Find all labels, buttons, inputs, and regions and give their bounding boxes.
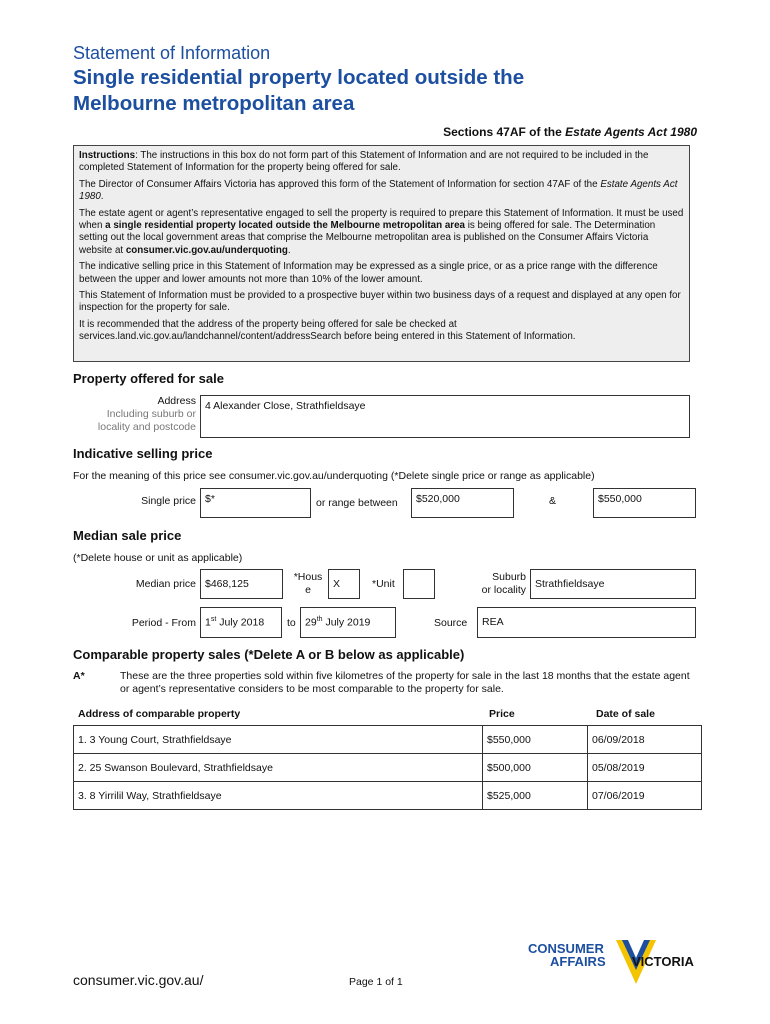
suburb-field[interactable] xyxy=(530,569,696,599)
range-ampersand: & xyxy=(549,495,557,507)
col-header-address: Address of comparable property xyxy=(78,708,241,720)
house-label-line1: *Hous xyxy=(293,571,323,583)
instructions-p2-act: Estate Agents Act 1980 xyxy=(79,178,678,203)
period-to-rest: July 2019 xyxy=(322,616,371,629)
period-to-field[interactable] xyxy=(300,607,396,638)
col-header-price: Price xyxy=(489,708,515,720)
single-price-field[interactable] xyxy=(200,488,311,518)
single-price-value: $* xyxy=(205,493,215,505)
source-value: REA xyxy=(482,616,504,628)
page-number: Page 1 of 1 xyxy=(349,976,403,988)
logo-text-victoria: VICTORIA xyxy=(632,954,694,969)
comparable-heading: Comparable property sales (*Delete A or B below as applicable) xyxy=(73,647,465,662)
instructions-p2: The Director of Consumer Affairs Victoria has approved this form of the Statement of Information for section 47AF of the xyxy=(79,178,601,190)
suburb-label-line1: Suburb xyxy=(492,571,526,583)
row-address[interactable]: 2. 25 Swanson Boulevard, Strathfieldsaye xyxy=(74,754,483,782)
row-price[interactable]: $550,000 xyxy=(483,726,588,754)
unit-label: *Unit xyxy=(372,578,395,590)
period-to-suffix: th xyxy=(316,616,323,623)
source-label: Source xyxy=(434,617,468,629)
suburb-label xyxy=(460,571,526,597)
source-field[interactable] xyxy=(477,607,696,638)
house-checkbox[interactable] xyxy=(328,569,360,599)
period-from-field[interactable] xyxy=(200,607,282,638)
row-address[interactable]: 3. 8 Yirrilil Way, Strathfieldsaye xyxy=(74,782,483,810)
instructions-p4: The indicative selling price in this Statement of Information may be expressed as a single price, or as a price range with the difference between the upper and lower amounts not more than 10% of the lower amount. xyxy=(79,261,658,285)
house-label-line2: e xyxy=(305,584,311,596)
unit-checkbox[interactable] xyxy=(403,569,435,599)
table-row xyxy=(74,726,702,754)
instructions-p5: This Statement of Information must be provided to a prospective buyer within two business days of a request and displayed at any open for inspection for the property for sale. xyxy=(79,290,681,314)
range-high-field[interactable] xyxy=(593,488,696,518)
row-price[interactable]: $500,000 xyxy=(483,754,588,782)
median-price-label: Median price xyxy=(135,578,196,590)
suburb-label-line2: or locality xyxy=(481,584,526,596)
period-to-label: to xyxy=(287,617,296,629)
property-address-value: 4 Alexander Close, Strathfieldsaye xyxy=(205,400,366,412)
row-address[interactable]: 1. 3 Young Court, Strathfieldsaye xyxy=(74,726,483,754)
range-label: or range between xyxy=(316,497,398,509)
instructions-label: Instructions xyxy=(79,150,136,161)
address-sublabel-1: Including suburb or xyxy=(106,408,196,420)
period-label: Period - From xyxy=(131,617,196,629)
underquoting-link[interactable]: consumer.vic.gov.au/underquoting xyxy=(125,244,288,256)
table-row xyxy=(74,782,702,810)
sections-reference xyxy=(443,125,697,139)
sections-act: Estate Agents Act 1980 xyxy=(565,125,697,139)
instructions-p3-b: is being offered for sale. The Determination setting out the local government areas that comprise the Melbourne metropolitan area is published on the Consumer Affairs Victoria website at xyxy=(79,220,656,256)
property-heading: Property offered for sale xyxy=(73,371,224,386)
median-price-value: $468,125 xyxy=(205,578,249,590)
suburb-value: Strathfieldsaye xyxy=(535,578,605,590)
row-date[interactable]: 07/06/2019 xyxy=(588,782,702,810)
house-checkbox-value: X xyxy=(333,578,341,590)
range-low-field[interactable] xyxy=(411,488,514,518)
footer-website[interactable]: consumer.vic.gov.au/ xyxy=(73,972,204,988)
period-from-day: 1 xyxy=(205,616,211,629)
row-date[interactable]: 05/08/2019 xyxy=(588,754,702,782)
period-to-day: 29 xyxy=(305,616,317,629)
table-row xyxy=(74,754,702,782)
option-a-text: These are the three properties sold within five kilometres of the property for sale in the last 18 months that the estate agent or agent’s representative considers to be most comparable to the property for sale. xyxy=(120,670,690,695)
instructions-box xyxy=(73,145,690,362)
median-heading: Median sale price xyxy=(73,528,182,543)
indicative-heading: Indicative selling price xyxy=(73,446,213,461)
range-low-value: $520,000 xyxy=(416,493,460,505)
median-note: (*Delete house or unit as applicable) xyxy=(73,552,243,564)
period-from-rest: July 2018 xyxy=(216,616,265,629)
median-price-field[interactable] xyxy=(200,569,283,599)
document-title xyxy=(73,65,673,117)
instructions-p1: : The instructions in this box do not form part of this Statement of Information and are not required to be included in the completed Statement of Information for the property being offered for sale. xyxy=(79,150,649,174)
single-price-label: Single price xyxy=(141,495,196,507)
consumer-affairs-victoria-logo xyxy=(528,940,703,985)
address-label-group xyxy=(90,395,196,434)
instructions-p3-a: The estate agent or agent’s representative engaged to sell the property is required to prepare this Statement of Information. It must be used when xyxy=(79,207,684,232)
indicative-note: For the meaning of this price see consumer.vic.gov.au/underquoting (*Delete single price or range as applicable) xyxy=(73,470,595,482)
property-address-field[interactable] xyxy=(200,395,690,438)
instructions-p3-bold: a single residential property located outside the Melbourne metropolitan area xyxy=(105,220,465,232)
instructions-p2-end: . xyxy=(100,191,104,203)
title-line-2: Melbourne metropolitan area xyxy=(73,92,355,115)
sections-prefix: Sections 47AF of the xyxy=(443,125,566,139)
instructions-p6: It is recommended that the address of the property being offered for sale be checked at services.land.vic.gov.au/landchannel/content/addressSearch before being entered in this Statement of Information. xyxy=(79,318,576,343)
range-high-value: $550,000 xyxy=(598,493,642,505)
col-header-date: Date of sale xyxy=(596,708,655,720)
row-price[interactable]: $525,000 xyxy=(483,782,588,810)
row-date[interactable]: 06/09/2018 xyxy=(588,726,702,754)
address-sublabel-2: locality and postcode xyxy=(97,421,196,433)
logo-text-consumer: CONSUMER xyxy=(528,941,604,956)
instructions-p3-c: . xyxy=(287,244,291,256)
comparable-sales-table xyxy=(73,725,702,810)
house-label xyxy=(288,571,328,597)
address-label: Address xyxy=(157,395,196,407)
title-line-1: Single residential property located outside the xyxy=(73,66,525,89)
logo-text-affairs: AFFAIRS xyxy=(550,954,606,969)
document-subtitle: Statement of Information xyxy=(73,43,271,63)
period-from-suffix: st xyxy=(210,616,217,623)
option-a-marker: A* xyxy=(73,670,85,682)
